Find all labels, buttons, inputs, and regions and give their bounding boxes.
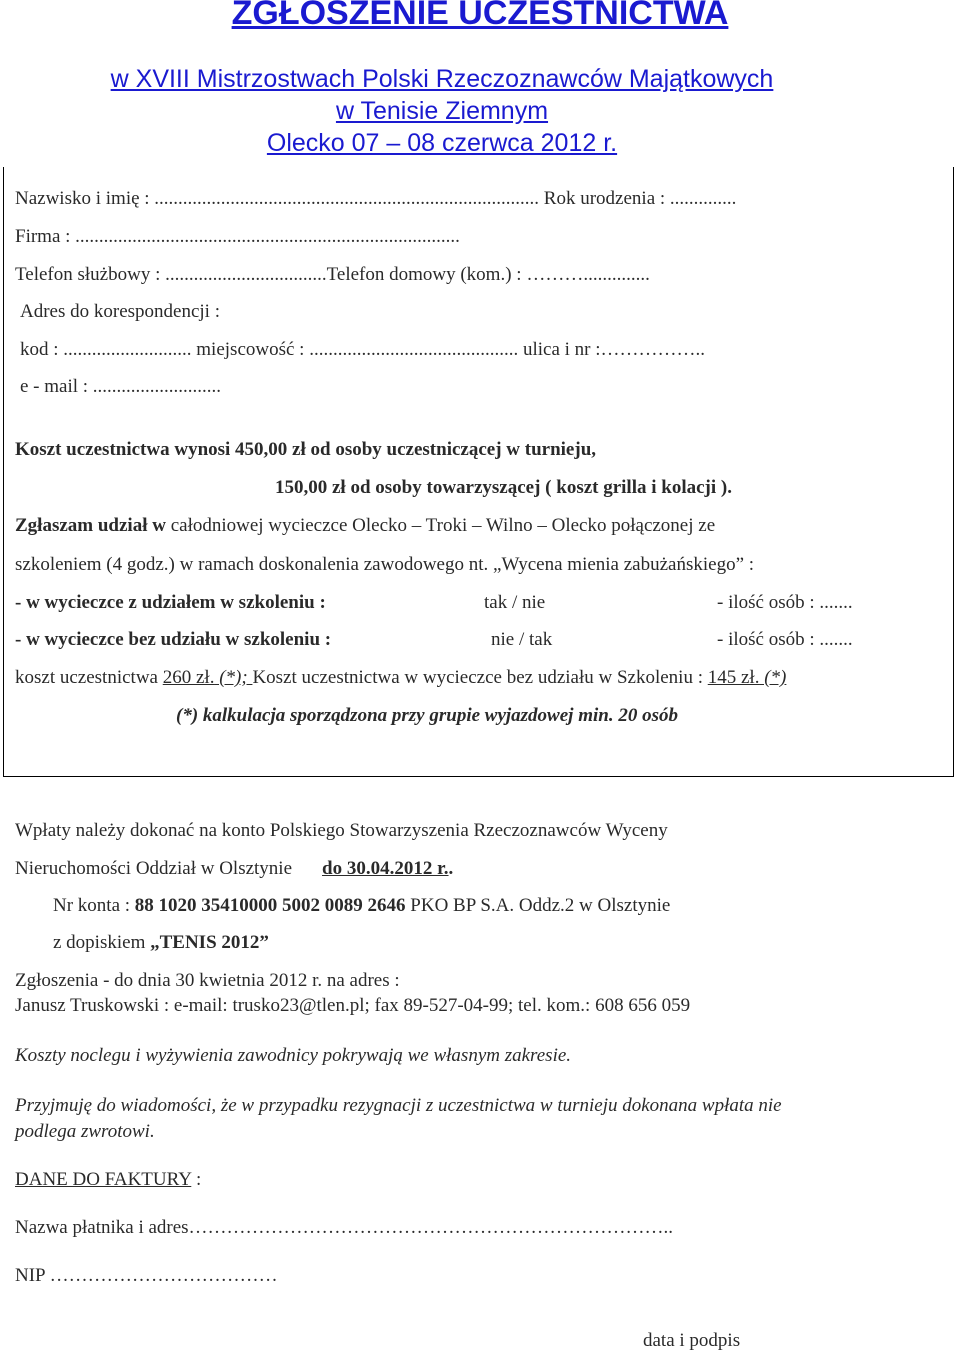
account-number: 88 1020 35410000 5002 0089 2646: [134, 895, 406, 916]
championship-title: w XVIII Mistrzostwach Polski Rzeczoznawców Majątkowych: [110, 65, 774, 93]
name-field-row[interactable]: Nazwisko i imię : ................................................................................. Rok urodzenia : ..............: [15, 188, 737, 209]
excursion-route: całodniowej wycieczce Olecko – Troki – Wilno – Olecko połączonej ze: [165, 515, 716, 536]
address-field-row[interactable]: kod : ........................... miejscowość : ............................................ ulica i nr :……………..: [20, 339, 706, 360]
payer-field-row[interactable]: Nazwa płatnika i adres…………………………………………………………………..: [15, 1217, 674, 1238]
excursion-no-training-cost-label: Koszt uczestnictwa w wycieczce bez udziału w Szkoleniu :: [252, 667, 708, 688]
participation-cost: Koszt uczestnictwa wynosi 450,00 zł od osoby uczestniczącej w turnieju,: [15, 439, 597, 460]
accommodation-note: Koszty noclegu i wyżywienia zawodnicy pokrywają we własnym zakresie.: [15, 1045, 572, 1066]
transfer-note-value: „TENIS 2012”: [150, 932, 269, 953]
account-row: [53, 895, 670, 917]
excursion-cost-value: 260 zł.: [162, 667, 215, 688]
option-without-training-count[interactable]: - ilość osób : .......: [717, 629, 853, 650]
option-with-training-count[interactable]: - ilość osób : .......: [717, 592, 853, 613]
nip-field-row[interactable]: NIP ………………………………: [15, 1265, 278, 1286]
companion-cost: 150,00 zł od osoby towarzyszącej ( koszt grilla i kolacji ).: [275, 477, 732, 498]
invoice-heading-suffix: :: [191, 1169, 202, 1190]
phone-field-row[interactable]: Telefon służbowy : ..................................Telefon domowy (kom.) : ………..............: [15, 264, 650, 285]
excursion-line-2: szkoleniem (4 godz.) w ramach doskonalenia zawodowego nt. „Wycena mienia zabużańskiego” :: [15, 554, 755, 575]
form-title: ZGŁOSZENIE UCZESTNICTWA: [231, 0, 729, 32]
excursion-cost-row: [15, 667, 786, 689]
invoice-heading: DANE DO FAKTURY: [15, 1169, 192, 1190]
event-place-date: Olecko 07 – 08 czerwca 2012 r.: [266, 129, 618, 157]
option-with-training-label: - w wycieczce z udziałem w szkoleniu :: [15, 592, 326, 613]
payment-line-2: [15, 858, 453, 880]
cost-footnote: (*) kalkulacja sporządzona przy grupie wyjazdowej min. 20 osób: [176, 705, 678, 726]
payment-deadline-tail: .: [448, 858, 454, 879]
address-label: Adres do korespondencji :: [20, 301, 220, 322]
invoice-heading-row: [15, 1169, 201, 1191]
discipline-title: w Tenisie Ziemnym: [335, 97, 549, 125]
account-bank: PKO BP S.A. Oddz.2 w Olsztynie: [405, 895, 671, 916]
option-with-training-choice[interactable]: tak / nie: [484, 592, 546, 613]
registration-deadline: Zgłoszenia - do dnia 30 kwietnia 2012 r. na adres :: [15, 970, 400, 991]
refund-note-line-1: Przyjmuję do wiadomości, że w przypadku rezygnacji z uczestnictwa w turnieju dokonana wpłata nie: [15, 1095, 782, 1116]
signature-label: data i podpis: [643, 1330, 741, 1351]
excursion-cost-label: koszt uczestnictwa: [15, 667, 163, 688]
account-label: Nr konta :: [53, 895, 135, 916]
transfer-note-label: z dopiskiem: [53, 932, 151, 953]
excursion-line-1: [15, 515, 715, 537]
option-without-training-label: - w wycieczce bez udziału w szkoleniu :: [15, 629, 332, 650]
excursion-cost-mark: (*);: [214, 667, 253, 688]
excursion-declaration: Zgłaszam udział w: [15, 515, 166, 536]
payment-recipient: Nieruchomości Oddział w Olsztynie: [15, 858, 293, 879]
payment-line-1: Wpłaty należy dokonać na konto Polskiego Stowarzyszenia Rzeczoznawców Wyceny: [15, 820, 668, 841]
excursion-no-training-cost-value: 145 zł.: [707, 667, 760, 688]
option-without-training-choice[interactable]: nie / tak: [491, 629, 553, 650]
email-field-row[interactable]: e - mail : ...........................: [20, 376, 222, 397]
payment-deadline: do 30.04.2012 r.: [322, 858, 449, 879]
refund-note-line-2: podlega zwrotowi.: [15, 1121, 155, 1142]
contact-details: Janusz Truskowski : e-mail: trusko23@tlen.pl; fax 89-527-04-99; tel. kom.: 608 656 059: [15, 995, 691, 1016]
company-field-row[interactable]: Firma : .................................................................................: [15, 226, 460, 247]
excursion-no-training-cost-mark: (*): [759, 667, 787, 688]
transfer-note-row: [53, 932, 269, 954]
